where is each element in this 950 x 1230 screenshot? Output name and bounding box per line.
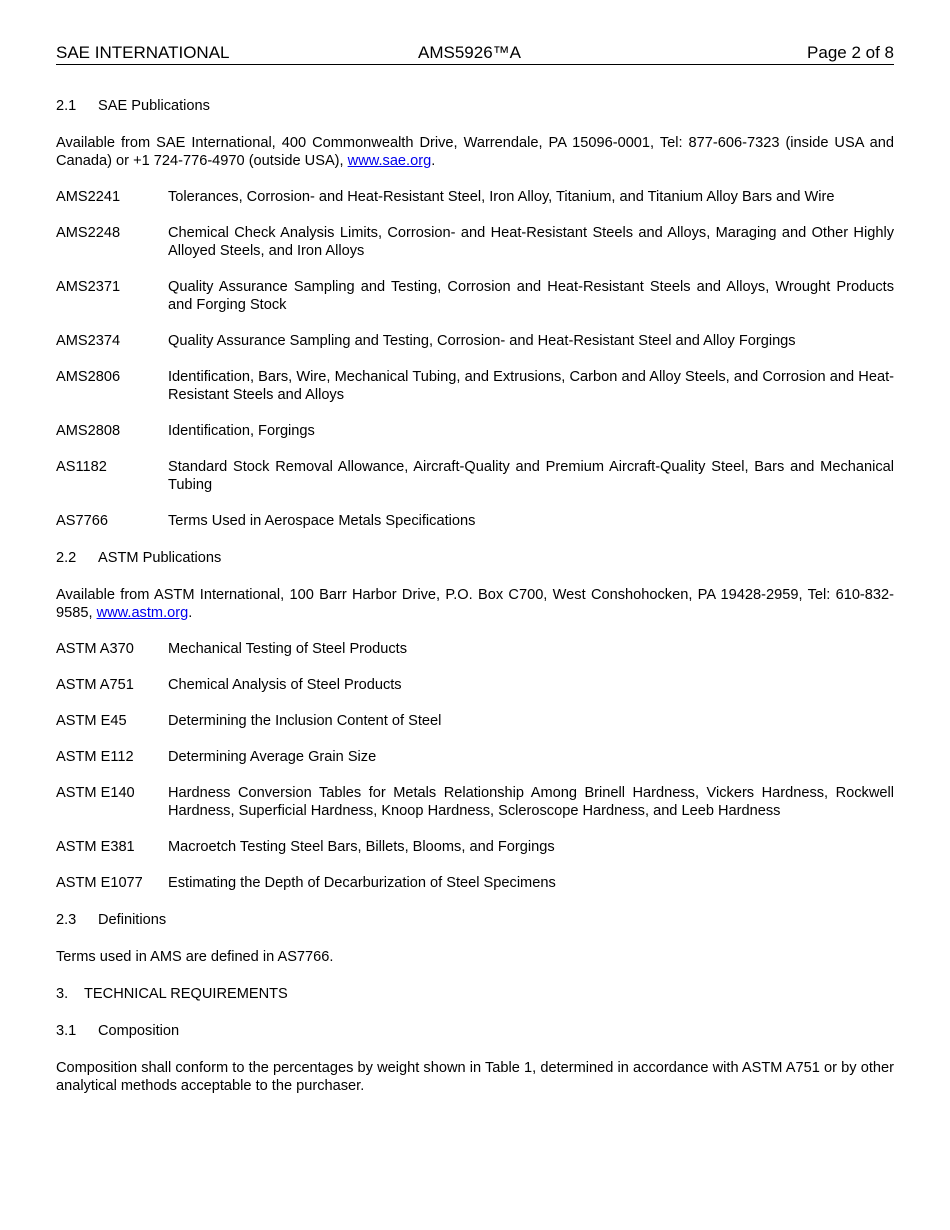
reference-item	[56, 224, 894, 260]
reference-item	[56, 712, 894, 730]
astm-availability-paragraph	[56, 586, 894, 622]
reference-code: ASTM E112	[56, 749, 134, 765]
reference-item	[56, 332, 894, 350]
header-doc-id: AMS5926™A	[418, 43, 521, 62]
section-number: 2.1	[56, 98, 77, 114]
reference-item	[56, 784, 894, 820]
reference-item	[56, 838, 894, 856]
reference-title: Estimating the Depth of Decarburization of Steel Specimens	[168, 875, 556, 891]
reference-code: ASTM E1077	[56, 875, 143, 891]
reference-code: AMS2374	[56, 333, 121, 349]
header-page-number: Page 2 of 8	[807, 43, 894, 62]
reference-title: Tolerances, Corrosion- and Heat-Resistant Steel, Iron Alloy, Titanium, and Titanium Alloy Bars and Wire	[168, 189, 835, 205]
section-title: Composition	[98, 1023, 180, 1039]
reference-code: ASTM E45	[56, 713, 127, 729]
section-heading-3-1	[56, 1022, 894, 1040]
reference-item	[56, 874, 894, 892]
reference-item	[56, 458, 894, 494]
section-number: 3.1	[56, 1023, 77, 1039]
reference-code: AMS2808	[56, 423, 121, 439]
section-title: TECHNICAL REQUIREMENTS	[84, 986, 288, 1002]
section-title: SAE Publications	[98, 98, 210, 114]
sae-availability-paragraph	[56, 134, 894, 170]
header-org: SAE INTERNATIONAL	[56, 43, 230, 62]
reference-code: AMS2241	[56, 189, 121, 205]
reference-item	[56, 422, 894, 440]
astm-website-link[interactable]: www.astm.org	[96, 605, 189, 621]
page-header	[56, 42, 894, 65]
section-number: 3.	[56, 986, 69, 1002]
reference-title: Determining Average Grain Size	[168, 749, 377, 765]
reference-code: ASTM E140	[56, 785, 135, 801]
reference-title: Determining the Inclusion Content of Steel	[168, 713, 442, 729]
astm-intro-text: Available from ASTM International, 100 Barr Harbor Drive, P.O. Box C700, West Conshohocken, PA 19428-2959, Tel: 610-832-9585,	[56, 587, 894, 621]
sae-intro-text: Available from SAE International, 400 Commonwealth Drive, Warrendale, PA 15096-0001, Tel: 877-606-7323 (inside USA and Canada) or +1 724-776-4970 (outside USA),	[56, 135, 894, 169]
reference-item	[56, 640, 894, 658]
composition-paragraph: Composition shall conform to the percentages by weight shown in Table 1, determined in accordance with ASTM A751 or by other analytical methods acceptable to the purchaser.	[56, 1060, 894, 1094]
section-heading-3	[56, 985, 894, 1003]
reference-code: ASTM A751	[56, 677, 134, 693]
reference-item	[56, 368, 894, 404]
definitions-paragraph: Terms used in AMS are defined in AS7766.	[56, 949, 334, 965]
reference-code: AMS2248	[56, 225, 121, 241]
reference-code: AMS2806	[56, 369, 121, 385]
section-title: ASTM Publications	[98, 550, 222, 566]
section-title: Definitions	[98, 912, 167, 928]
reference-code: AMS2371	[56, 279, 121, 295]
reference-title: Hardness Conversion Tables for Metals Relationship Among Brinell Hardness, Vickers Hardness, Rockwell Hardness, Superficial Hardness, Knoop Hardness, Scleroscope Hardness, and Leeb Hardness	[168, 785, 894, 819]
sae-reference-list	[56, 188, 894, 530]
reference-code: ASTM E381	[56, 839, 135, 855]
reference-code: ASTM A370	[56, 641, 134, 657]
reference-title: Standard Stock Removal Allowance, Aircraft-Quality and Premium Aircraft-Quality Steel, Bars and Mechanical Tubing	[168, 459, 894, 493]
reference-code: AS1182	[56, 459, 107, 475]
reference-title: Chemical Analysis of Steel Products	[168, 677, 402, 693]
reference-item	[56, 748, 894, 766]
sae-website-link[interactable]: www.sae.org	[347, 153, 432, 169]
reference-title: Terms Used in Aerospace Metals Specifications	[168, 513, 476, 529]
reference-item	[56, 512, 894, 530]
reference-title: Quality Assurance Sampling and Testing, Corrosion and Heat-Resistant Steels and Alloys, Wrought Products and Forging Stock	[168, 279, 894, 313]
reference-item	[56, 676, 894, 694]
section-heading-2-1	[56, 97, 894, 115]
reference-title: Identification, Bars, Wire, Mechanical Tubing, and Extrusions, Carbon and Alloy Steels, and Corrosion and Heat-Resistant Steels and Alloys	[168, 369, 894, 403]
reference-item	[56, 278, 894, 314]
reference-code: AS7766	[56, 513, 108, 529]
section-number: 2.2	[56, 550, 77, 566]
section-heading-2-3	[56, 911, 894, 929]
astm-reference-list	[56, 640, 894, 892]
astm-intro-end: .	[188, 605, 193, 621]
reference-title: Chemical Check Analysis Limits, Corrosion- and Heat-Resistant Steels and Alloys, Maraging and Other Highly Alloyed Steels, and Iron Alloys	[168, 225, 894, 259]
reference-title: Macroetch Testing Steel Bars, Billets, Blooms, and Forgings	[168, 839, 555, 855]
reference-title: Mechanical Testing of Steel Products	[168, 641, 408, 657]
reference-title: Identification, Forgings	[168, 423, 315, 439]
reference-title: Quality Assurance Sampling and Testing, Corrosion- and Heat-Resistant Steel and Alloy Forgings	[168, 333, 796, 349]
sae-intro-end: .	[431, 153, 436, 169]
section-number: 2.3	[56, 912, 77, 928]
reference-item	[56, 188, 894, 206]
section-heading-2-2	[56, 549, 894, 567]
